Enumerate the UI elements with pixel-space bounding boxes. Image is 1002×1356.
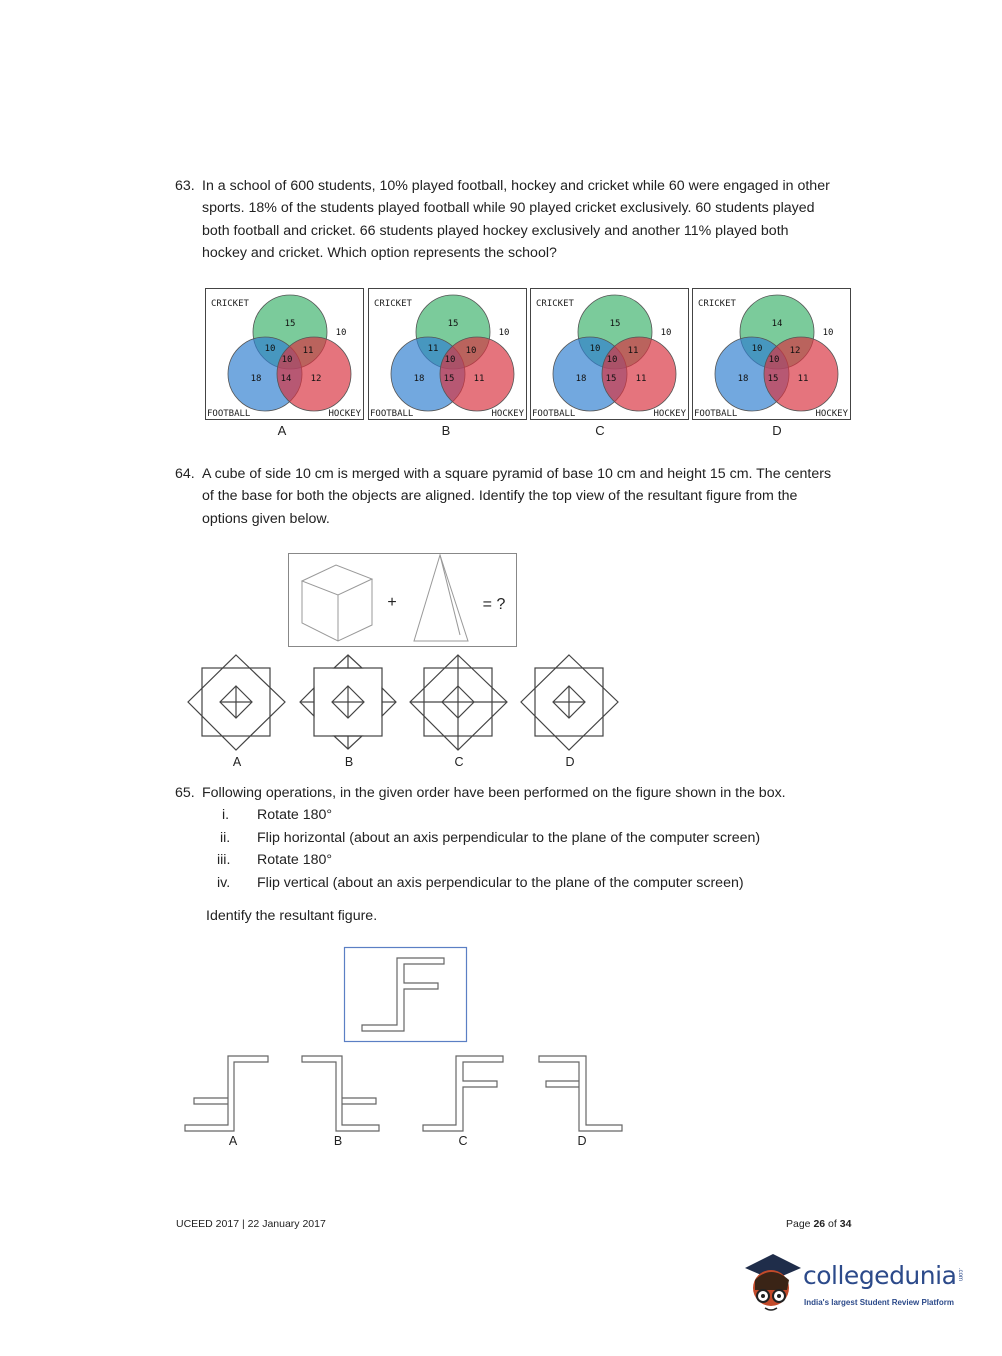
collegedunia-mascot-icon xyxy=(743,1250,803,1320)
page-number xyxy=(786,1218,851,1230)
top-view-label: D xyxy=(565,755,575,769)
page-total: 34 xyxy=(839,1218,852,1230)
logo-tagline: India's largest Student Review Platform xyxy=(804,1298,954,1307)
equals-question: = ? xyxy=(482,596,506,613)
question-number: 65. xyxy=(175,785,195,801)
hockey-cricket-value: 11 xyxy=(627,346,639,356)
venn-diagram-a xyxy=(206,289,364,420)
football-label: FOOTBALL xyxy=(532,409,576,419)
other-sports-value: 10 xyxy=(660,328,672,338)
shape-option-label: D xyxy=(577,1134,587,1148)
hockey-only-value: 11 xyxy=(473,374,485,384)
football-hockey-value: 15 xyxy=(767,374,779,384)
all-three-value: 10 xyxy=(768,355,780,365)
pyramid-drawing xyxy=(414,555,468,641)
hockey-only-value: 11 xyxy=(635,374,647,384)
football-label: FOOTBALL xyxy=(694,409,738,419)
question-65 xyxy=(175,782,835,804)
operation-number: iii. xyxy=(217,852,231,868)
hockey-label: HOCKEY xyxy=(328,409,361,419)
shape-option-a xyxy=(185,1056,268,1131)
all-three-value: 10 xyxy=(444,355,456,365)
question-number: 63. xyxy=(175,178,195,194)
top-view-option-a xyxy=(188,655,285,750)
logo-suffix: .com xyxy=(957,1268,963,1282)
all-three-value: 10 xyxy=(281,355,293,365)
page-of: of xyxy=(825,1218,840,1230)
cube-drawing xyxy=(302,565,372,641)
venn-option-label: B xyxy=(441,423,451,438)
hockey-cricket-value: 12 xyxy=(789,346,801,356)
venn-diagram-d xyxy=(693,289,851,420)
question-64 xyxy=(175,463,835,530)
football-cricket-value: 10 xyxy=(264,344,276,354)
cricket-label: CRICKET xyxy=(536,299,574,309)
operation-text: Flip horizontal (about an axis perpendicular to the plane of the computer screen) xyxy=(257,829,761,846)
football-label: FOOTBALL xyxy=(370,409,414,419)
top-view-options xyxy=(185,653,625,753)
cricket-only-value: 15 xyxy=(447,319,459,329)
football-hockey-value: 14 xyxy=(280,374,292,384)
venn-diagram-b xyxy=(369,289,527,420)
top-view-label: C xyxy=(454,755,464,769)
venn-diagram-c xyxy=(531,289,689,420)
shape-option-b xyxy=(302,1056,379,1131)
other-sports-value: 10 xyxy=(822,328,834,338)
question-number: 64. xyxy=(175,466,195,482)
cricket-only-value: 15 xyxy=(284,319,296,329)
venn-options xyxy=(0,0,1002,440)
operation-number: iv. xyxy=(217,874,231,891)
page-current: 26 xyxy=(813,1218,826,1230)
other-sports-value: 10 xyxy=(335,328,347,338)
top-view-label: B xyxy=(344,755,354,769)
cricket-label: CRICKET xyxy=(698,299,736,309)
football-only-value: 18 xyxy=(737,374,749,384)
hockey-label: HOCKEY xyxy=(815,409,848,419)
cricket-only-value: 14 xyxy=(771,319,783,329)
operation-text: Flip vertical (about an axis perpendicular to the plane of the computer screen) xyxy=(257,874,744,891)
shape-option-label: C xyxy=(458,1134,468,1148)
hockey-only-value: 12 xyxy=(310,374,322,384)
shape-option-label: A xyxy=(228,1134,238,1148)
hockey-cricket-value: 11 xyxy=(302,346,314,356)
operation-text: Rotate 180° xyxy=(257,852,333,868)
cricket-label: CRICKET xyxy=(211,299,249,309)
cricket-label: CRICKET xyxy=(374,299,412,309)
question-text: A cube of side 10 cm is merged with a square pyramid of base 10 cm and height 15 cm. The centers of the base for both the objects are aligned. Identify the top view of the resultant figure from the options given below. xyxy=(202,466,832,527)
top-view-option-d xyxy=(521,655,618,750)
hockey-label: HOCKEY xyxy=(491,409,524,419)
football-hockey-value: 15 xyxy=(605,374,617,384)
operation-text: Rotate 180° xyxy=(257,807,333,823)
shape-option-d xyxy=(539,1056,622,1131)
hockey-cricket-value: 10 xyxy=(465,346,477,356)
plus-sign: + xyxy=(387,594,397,611)
hockey-only-value: 11 xyxy=(797,374,809,384)
top-view-option-c xyxy=(410,655,507,750)
page-prefix: Page xyxy=(786,1218,814,1230)
venn-option-label: D xyxy=(772,423,782,438)
football-only-value: 18 xyxy=(250,374,262,384)
hockey-label: HOCKEY xyxy=(653,409,686,419)
question-text: In a school of 600 students, 10% played football, hockey and cricket while 60 were engaged in other sports. 18% of the students played football while 90 played cricket exclusively. 60 students played both football and cricket. 66 students played hockey exclusively and another 11% played both hockey and cricket. Which option represents the school? xyxy=(202,178,830,261)
all-three-value: 10 xyxy=(606,355,618,365)
football-only-value: 18 xyxy=(413,374,425,384)
identify-prompt: Identify the resultant figure. xyxy=(206,908,378,924)
football-cricket-value: 10 xyxy=(589,344,601,354)
football-only-value: 18 xyxy=(575,374,587,384)
operation-number: ii. xyxy=(220,829,231,846)
cricket-only-value: 15 xyxy=(609,319,621,329)
shape-option-c xyxy=(423,1056,503,1131)
venn-option-label: C xyxy=(595,423,605,438)
cube-pyramid-figure xyxy=(288,553,518,648)
top-view-label: A xyxy=(232,755,242,769)
footer-exam-info: UCEED 2017 | 22 January 2017 xyxy=(176,1218,326,1230)
operation-number: i. xyxy=(222,807,230,823)
other-sports-value: 10 xyxy=(498,328,510,338)
football-cricket-value: 10 xyxy=(751,344,763,354)
football-label: FOOTBALL xyxy=(207,409,251,419)
football-cricket-value: 11 xyxy=(427,344,439,354)
source-shape-box xyxy=(344,947,468,1043)
question-text: Following operations, in the given order have been performed on the figure shown in the box. xyxy=(202,785,786,801)
venn-option-label: A xyxy=(277,423,287,438)
top-view-option-b xyxy=(300,655,396,749)
shape-options xyxy=(184,1053,634,1133)
shape-option-label: B xyxy=(333,1134,343,1148)
logo-wordmark: collegedunia xyxy=(803,1261,957,1290)
football-hockey-value: 15 xyxy=(443,374,455,384)
